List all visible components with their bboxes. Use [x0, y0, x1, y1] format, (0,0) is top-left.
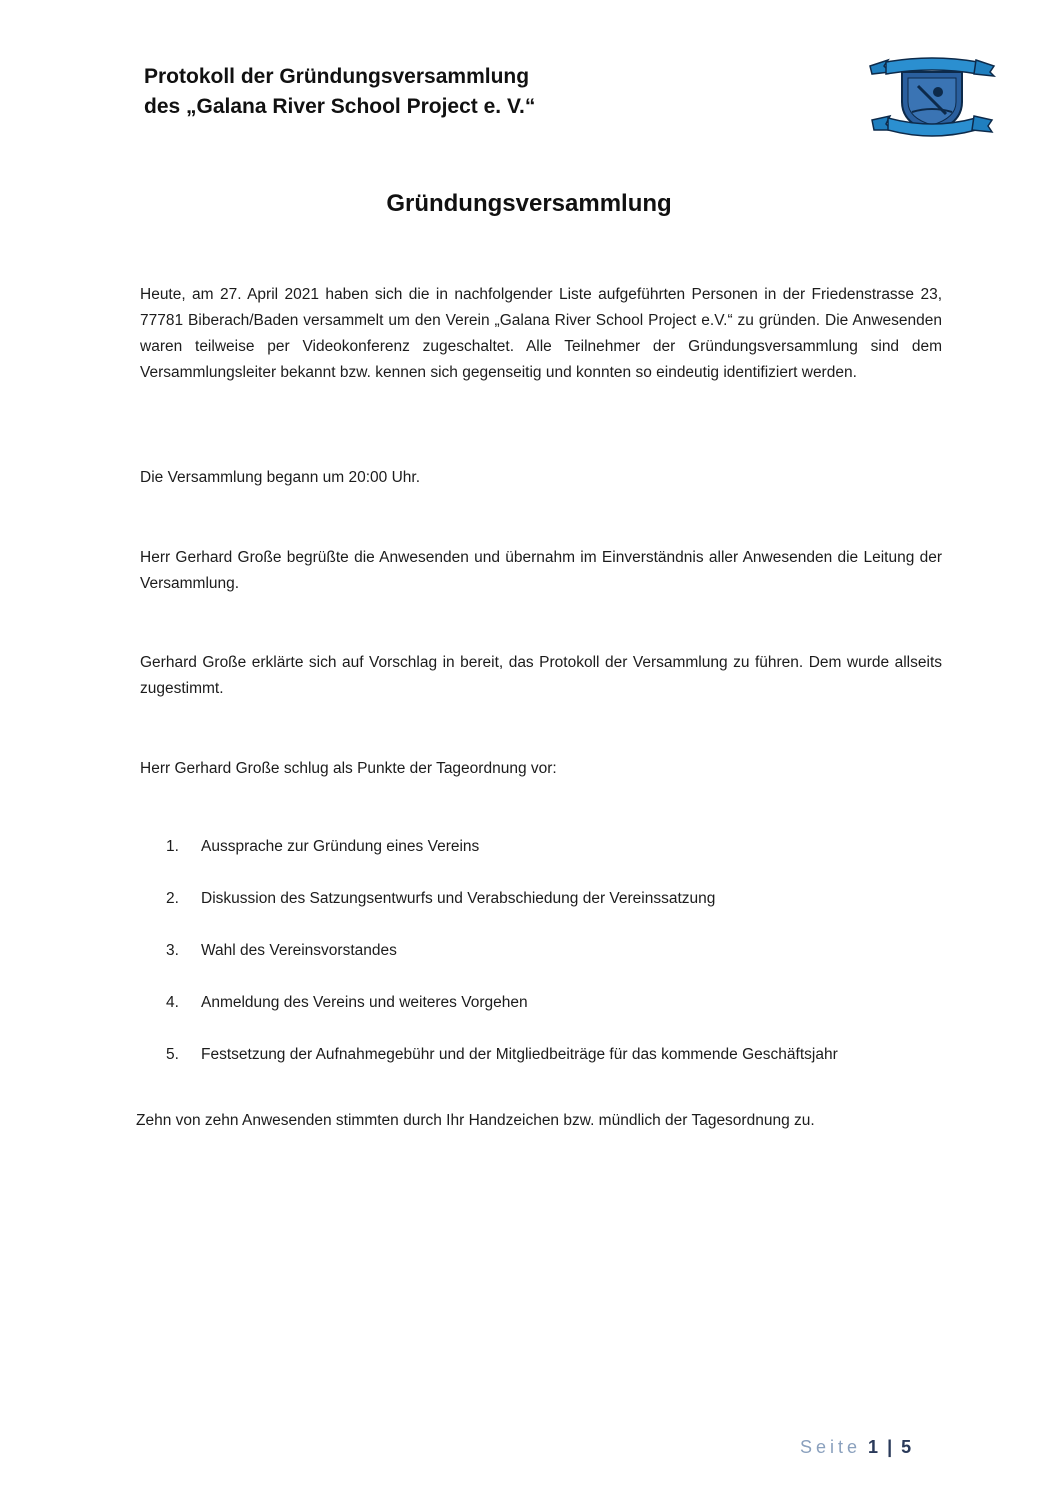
agenda-item-number: 3.: [166, 942, 179, 959]
paragraph-minutes-taker: Gerhard Große erklärte sich auf Vorschlag in bereit, das Protokoll der Versammlung zu führen. Dem wurde allseits zugestimmt.: [140, 654, 942, 697]
agenda-list: [166, 832, 966, 1092]
agenda-item: [166, 936, 966, 988]
agenda-item-text: Anmeldung des Vereins und weiteres Vorgehen: [201, 994, 528, 1011]
agenda-item-text: Festsetzung der Aufnahmegebühr und der Mitgliedbeiträge für das kommende Geschäftsjahr: [201, 1046, 838, 1063]
paragraph-agenda-intro: Herr Gerhard Große schlug als Punkte der Tageordnung vor:: [140, 760, 557, 777]
agenda-item: [166, 988, 966, 1040]
page-number-footer: [800, 1437, 913, 1458]
document-header: [144, 62, 744, 122]
paragraph-chair: Herr Gerhard Große begrüßte die Anwesenden und übernahm im Einverständnis aller Anwesenden die Leitung der Versammlung.: [140, 549, 942, 592]
agenda-item: [166, 1040, 966, 1092]
agenda-item-text: Diskussion des Satzungsentwurfs und Verabschiedung der Vereinssatzung: [201, 890, 716, 907]
paragraph-start-time: Die Versammlung begann um 20:00 Uhr.: [140, 469, 421, 486]
document-title: Gründungsversammlung: [386, 190, 672, 217]
agenda-item-text: Aussprache zur Gründung eines Vereins: [201, 838, 480, 855]
school-crest-logo: [868, 52, 996, 140]
header-title-line-2: des „Galana River School Project e. V.“: [144, 95, 536, 118]
paragraph-agenda-approval: Zehn von zehn Anwesenden stimmten durch Ihr Handzeichen bzw. mündlich der Tagesordnung zu.: [136, 1112, 815, 1129]
agenda-item: [166, 884, 966, 936]
page-label: Seite: [800, 1437, 862, 1457]
agenda-item: [166, 832, 966, 884]
agenda-item-number: 5.: [166, 1046, 179, 1063]
page-separator: |: [887, 1437, 895, 1457]
agenda-item-text: Wahl des Vereinsvorstandes: [201, 942, 397, 959]
agenda-item-number: 1.: [166, 838, 179, 855]
paragraph-introduction: Heute, am 27. April 2021 haben sich die in nachfolgender Liste aufgeführten Personen in der Friedenstrasse 23, 77781 Biberach/Baden versammelt um den Verein „Galana River School Project e.V.“ zu gründen. Die Anwesenden waren teilweise per Videokonferenz zugeschaltet. Alle Teilnehmer der Gründungsversammlung sind dem Versammlungsleiter bekannt bzw. kennen sich gegenseitig und konnten so eindeutig identifiziert werden.: [140, 286, 942, 381]
header-title-line-1: Protokoll der Gründungsversammlung: [144, 65, 530, 88]
agenda-item-number: 4.: [166, 994, 179, 1011]
page-total: 5: [901, 1437, 914, 1457]
crest-icon: [868, 52, 996, 140]
page-current: 1: [868, 1437, 881, 1457]
agenda-item-number: 2.: [166, 890, 179, 907]
